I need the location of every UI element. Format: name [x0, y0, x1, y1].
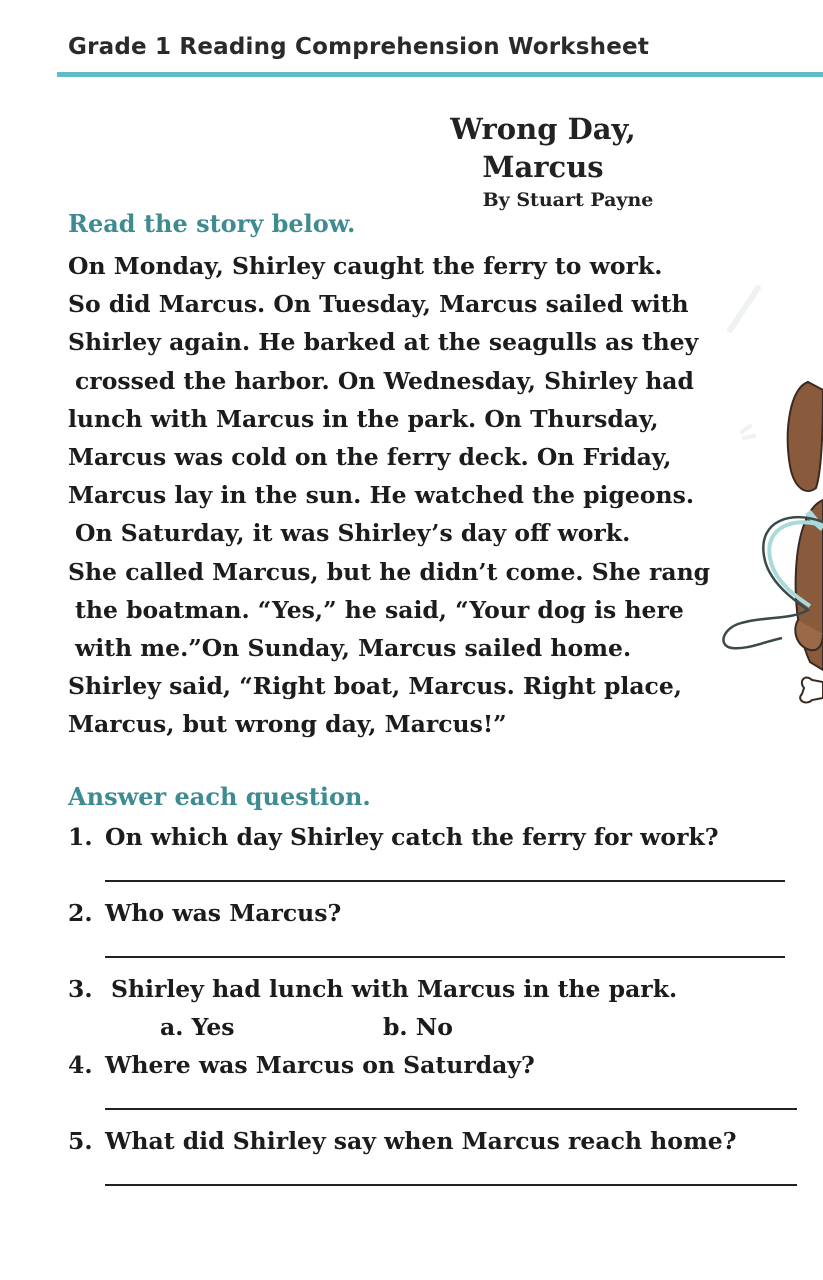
question-4 [68, 1046, 808, 1084]
question-number: 3. [68, 975, 93, 1003]
story-line: On Monday, Shirley caught the ferry to work. [68, 252, 663, 280]
story-line: Marcus, but wrong day, Marcus!” [68, 710, 507, 739]
answer-line-2[interactable] [105, 932, 808, 970]
story-line: So did Marcus. On Tuesday, Marcus sailed with [68, 290, 689, 319]
story-line: crossed the harbor. On Wednesday, Shirley had [75, 366, 694, 395]
answer-line-5[interactable] [105, 1160, 808, 1198]
question-5 [68, 1122, 808, 1160]
story-title: Wrong Day, Marcus [450, 112, 636, 184]
story-author: By Stuart Payne [482, 189, 654, 211]
question-list [68, 818, 808, 1198]
story-line: Shirley said, “Right boat, Marcus. Right place, [68, 672, 682, 701]
question-number: 1. [68, 823, 93, 851]
question-3 [68, 970, 808, 1008]
story-line: On Saturday, it was Shirley’s day off work. [75, 519, 631, 548]
story-title-block [398, 110, 688, 214]
option-yes[interactable]: a. Yes [160, 1013, 235, 1041]
story-line: She called Marcus, but he didn’t come. She rang [68, 557, 711, 586]
story-line: Marcus was cold on the ferry deck. On Friday, [68, 443, 672, 472]
question-text: On which day Shirley catch the ferry for work? [105, 823, 719, 851]
header-divider [57, 72, 823, 77]
question-text: Where was Marcus on Saturday? [105, 1051, 535, 1079]
question-3-options [68, 1008, 808, 1046]
question-text: Who was Marcus? [105, 899, 342, 927]
answer-instruction: Answer each question. [68, 782, 371, 811]
question-number: 5. [68, 1127, 93, 1155]
story-line: Shirley again. He barked at the seagulls as they [68, 328, 699, 357]
question-text: What did Shirley say when Marcus reach home? [105, 1127, 737, 1155]
question-text: Shirley had lunch with Marcus in the park. [111, 975, 678, 1003]
story-line: Marcus lay in the sun. He watched the pigeons. [68, 481, 695, 510]
question-number: 2. [68, 899, 93, 927]
option-no[interactable]: b. No [383, 1013, 453, 1041]
question-number: 4. [68, 1051, 93, 1079]
question-1 [68, 818, 808, 856]
dog-icon [712, 270, 823, 720]
story-line: the boatman. “Yes,” he said, “Your dog is here [75, 595, 684, 624]
story-line: with me.”On Sunday, Marcus sailed home. [75, 634, 632, 663]
answer-line-4[interactable] [105, 1084, 808, 1122]
read-instruction: Read the story below. [68, 209, 356, 238]
question-2 [68, 894, 808, 932]
story-line: lunch with Marcus in the park. On Thursday, [68, 404, 659, 433]
story-text [68, 247, 711, 744]
answer-line-1[interactable] [105, 856, 808, 894]
worksheet-header: Grade 1 Reading Comprehension Worksheet [68, 34, 650, 60]
